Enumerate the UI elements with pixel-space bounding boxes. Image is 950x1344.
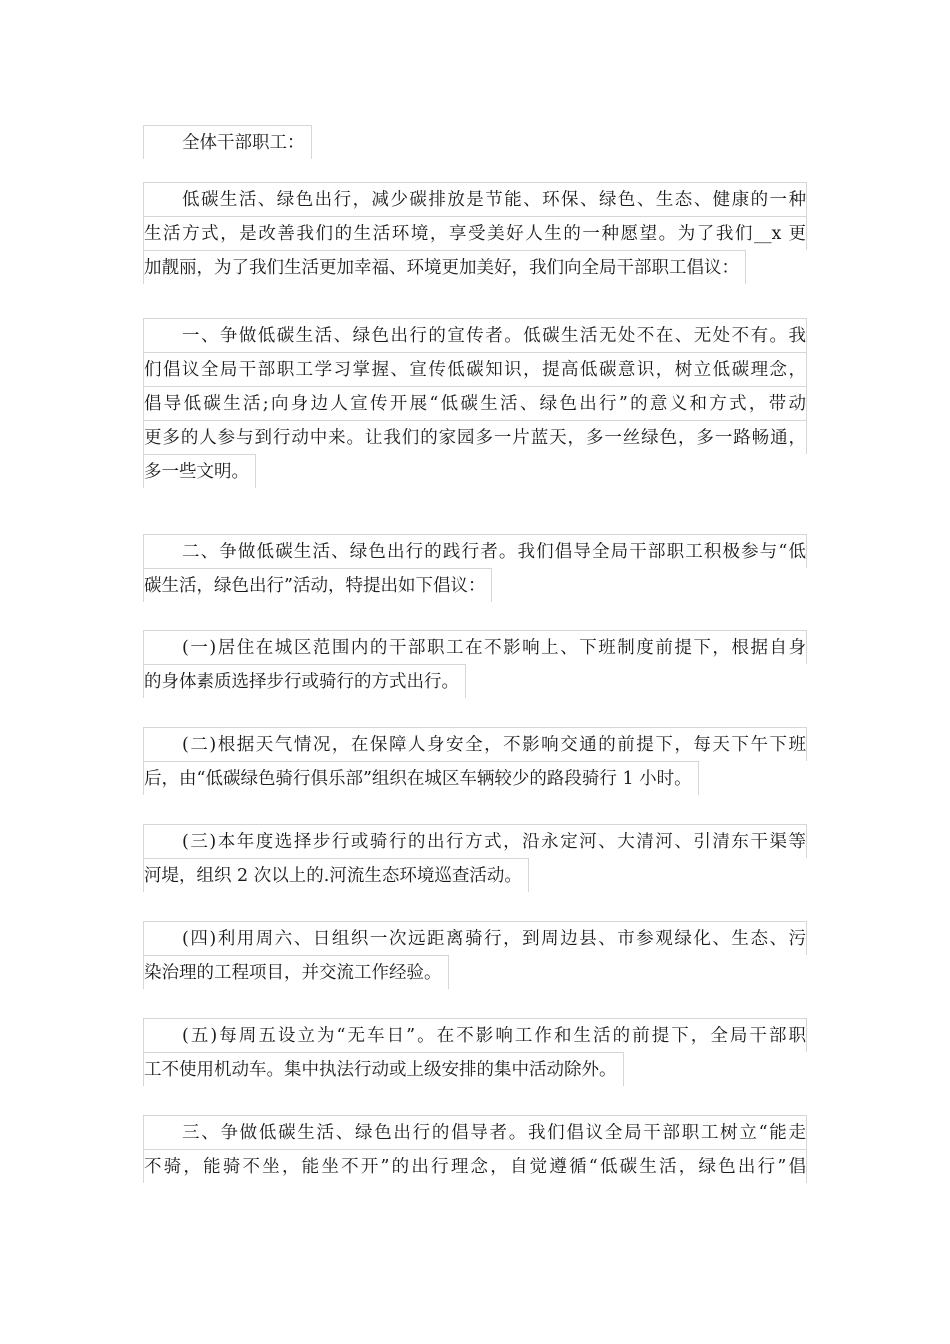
paragraph-7 — [143, 921, 807, 989]
text-line: 的身体素质选择步行或骑行的方式出行。 — [143, 664, 466, 698]
text-line: 碳生活，绿色出行”活动，特提出如下倡议： — [143, 568, 492, 602]
text-line: 多一些文明。 — [143, 454, 256, 488]
text-line: (三)本年度选择步行或骑行的出行方式，沿永定河、大清河、引清东干渠等 — [143, 824, 807, 858]
paragraph-5 — [143, 727, 807, 795]
text-line: 河堤，组织 2 次以上的.河流生态环境巡查活动。 — [143, 858, 529, 892]
text-line: 不骑，能骑不坐，能坐不开”的出行理念，自觉遵循“低碳生活，绿色出行”倡 — [143, 1149, 807, 1183]
text-line: 三、争做低碳生活、绿色出行的倡导者。我们倡议全局干部职工树立“能走 — [143, 1115, 807, 1149]
text-line: 一、争做低碳生活、绿色出行的宣传者。低碳生活无处不在、无处不有。我 — [143, 318, 807, 352]
text-line: (四)利用周六、日组织一次远距离骑行，到周边县、市参观绿化、生态、污 — [143, 921, 807, 955]
text-line: 二、争做低碳生活、绿色出行的践行者。我们倡导全局干部职工积极参与“低 — [143, 534, 807, 568]
text-line: 加靓丽，为了我们生活更加幸福、环境更加美好，我们向全局干部职工倡议： — [143, 250, 746, 284]
text-line: (五)每周五设立为“无车日”。在不影响工作和生活的前提下，全局干部职 — [143, 1018, 807, 1052]
paragraph-9 — [143, 1115, 807, 1183]
text-line: 们倡议全局干部职工学习掌握、宣传低碳知识，提高低碳意识，树立低碳理念， — [143, 352, 807, 386]
text-line: 后，由“低碳绿色骑行俱乐部”组织在城区车辆较少的路段骑行 1 小时。 — [143, 761, 699, 795]
paragraph-2 — [143, 318, 807, 488]
text-line: 染治理的工程项目，并交流工作经验。 — [143, 955, 449, 989]
paragraph-6 — [143, 824, 807, 892]
text-line: 生活方式，是改善我们的生活环境，享受美好人生的一种愿望。为了我们__x 更 — [143, 216, 807, 250]
paragraph-4 — [143, 630, 807, 698]
text-line: 低碳生活、绿色出行，减少碳排放是节能、环保、绿色、生态、健康的一种 — [143, 182, 807, 216]
greeting-block — [143, 125, 807, 159]
paragraph-1 — [143, 182, 807, 284]
paragraph-3 — [143, 534, 807, 602]
greeting-line: 全体干部职工： — [143, 125, 312, 159]
text-line: 更多的人参与到行动中来。让我们的家园多一片蓝天，多一丝绿色，多一路畅通， — [143, 420, 807, 454]
paragraph-8 — [143, 1018, 807, 1086]
text-line: 工不使用机动车。集中执法行动或上级安排的集中活动除外。 — [143, 1052, 624, 1086]
text-line: (一)居住在城区范围内的干部职工在不影响上、下班制度前提下，根据自身 — [143, 630, 807, 664]
text-line: (二)根据天气情况，在保障人身安全，不影响交通的前提下，每天下午下班 — [143, 727, 807, 761]
text-line: 倡导低碳生活;向身边人宣传开展“低碳生活、绿色出行”的意义和方式，带动 — [143, 386, 807, 420]
